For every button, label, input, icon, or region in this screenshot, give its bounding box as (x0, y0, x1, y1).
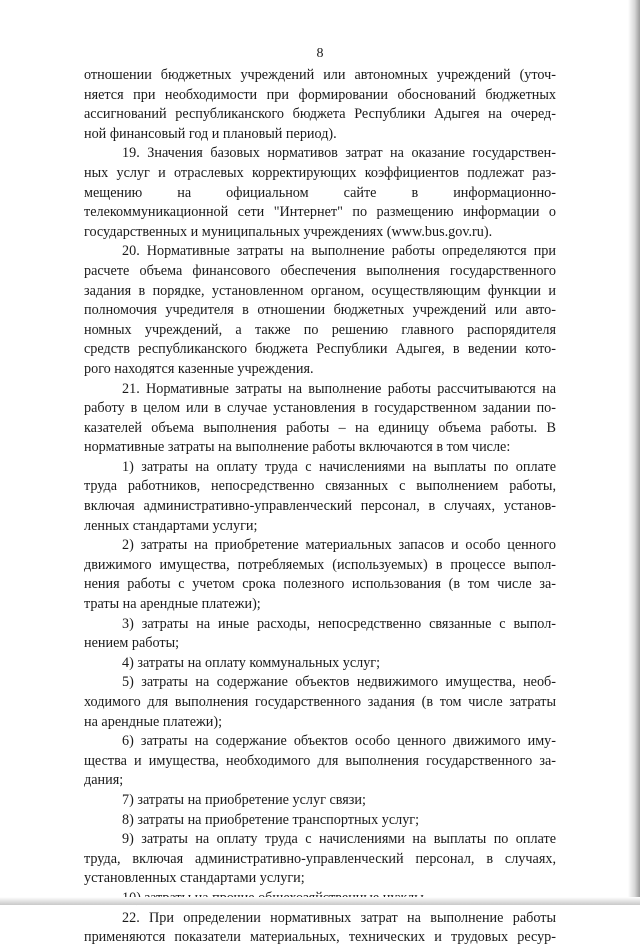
text-line: установленных стандартами услуги; (84, 870, 305, 887)
text-line: 8) затраты на приобретение транспортных услуг; (122, 811, 420, 828)
text-line: дания; (84, 772, 124, 789)
text-line: труда работников, непосредственно связанных с выполнением работы, (84, 478, 556, 495)
text-line: задания в порядке, установленном органом, осуществляющим функции и (84, 282, 556, 299)
text-line: нением работы; (84, 635, 180, 652)
text-line: полномочия учредителя в отношении бюджетных учреждений или авто- (84, 302, 556, 319)
text-line: 19. Значения базовых нормативов затрат на оказание государствен- (122, 145, 556, 162)
text-line: на арендные платежи); (84, 713, 223, 730)
scan-edge-shadow-right (628, 0, 640, 905)
text-line: 22. При определении нормативных затрат на выполнение работы (122, 909, 556, 926)
text-line: щества и имущества, необходимого для выполнения государственного за- (84, 752, 556, 769)
page-number: 8 (316, 46, 324, 61)
text-line: ной финансовый год и плановый период). (84, 125, 337, 142)
text-line: 5) затраты на содержание объектов недвижимого имущества, необ- (122, 674, 556, 691)
text-line: 20. Нормативные затраты на выполнение работы определяются при (122, 243, 556, 260)
text-line: 6) затраты на содержание объектов особо ценного движимого иму- (122, 733, 556, 750)
text-line: казателей объема выполнения работы – на единицу объема работы. В (84, 419, 556, 436)
text-line: ленных стандартами услуги; (84, 517, 258, 534)
text-line: ходимого для выполнения государственного задания (в том числе затраты (84, 694, 556, 710)
text-line: 7) затраты на приобретение услуг связи; (122, 791, 366, 808)
text-line: 2) затраты на приобретение материальных запасов и особо ценного (122, 537, 556, 554)
text-line: нормативные затраты на выполнение работы включаются в том числе: (84, 439, 511, 456)
text-line: 3) затраты на иные расходы, непосредственно связанные с выпол- (122, 615, 556, 632)
text-line: 9) затраты на оплату труда с начислениями на выплаты по оплате (122, 831, 556, 848)
document-body (84, 66, 556, 948)
text-line: 4) затраты на оплату коммунальных услуг; (122, 654, 381, 671)
text-line: работу в целом или в случае установления в государственном задании по- (84, 400, 556, 417)
text-line: нения работы с учетом срока полезного использования (в том числе за- (84, 576, 556, 593)
text-line: движимого имущества, потребляемых (используемых) в процессе выпол- (84, 556, 556, 573)
text-line: 1) затраты на оплату труда с начислениями на выплаты по оплате (122, 458, 556, 475)
text-line: рого находятся казенные учреждения. (84, 360, 314, 377)
text-line: государственных и муниципальных учреждениях (www.bus.gov.ru). (84, 223, 493, 240)
scan-edge-shadow-bottom (0, 897, 640, 905)
text-line: мещению на официальном сайте в информационно- (84, 184, 556, 201)
text-line: телекоммуникационной сети "Интернет" по размещению информации о (84, 204, 556, 221)
text-line: няется при необходимости при формировании обоснований бюджетных (84, 86, 556, 103)
text-line: номных учреждений, а также по решению главного распорядителя (84, 321, 556, 338)
text-line: расчете объема финансового обеспечения выполнения государственного (84, 262, 556, 279)
text-line: средств республиканского бюджета Республики Адыгея, в ведении кото- (84, 341, 556, 358)
text-line: включая административно-управленческий персонал, в случаях, установ- (84, 498, 556, 515)
text-line: отношении бюджетных учреждений или автономных учреждений (уточ- (84, 67, 556, 83)
text-line: траты на арендные платежи); (84, 596, 261, 613)
text-line: ных услуг и отраслевых корректирующих коэффициентов подлежат раз- (84, 164, 556, 181)
text-line: применяются показатели материальных, технических и трудовых ресур- (84, 929, 556, 946)
text-line: 21. Нормативные затраты на выполнение работы рассчитываются на (122, 380, 556, 397)
text-line: труда, включая административно-управленческий персонал, в случаях, (84, 850, 556, 867)
text-line: ассигнований республиканского бюджета Республики Адыгея на очеред- (84, 106, 556, 123)
